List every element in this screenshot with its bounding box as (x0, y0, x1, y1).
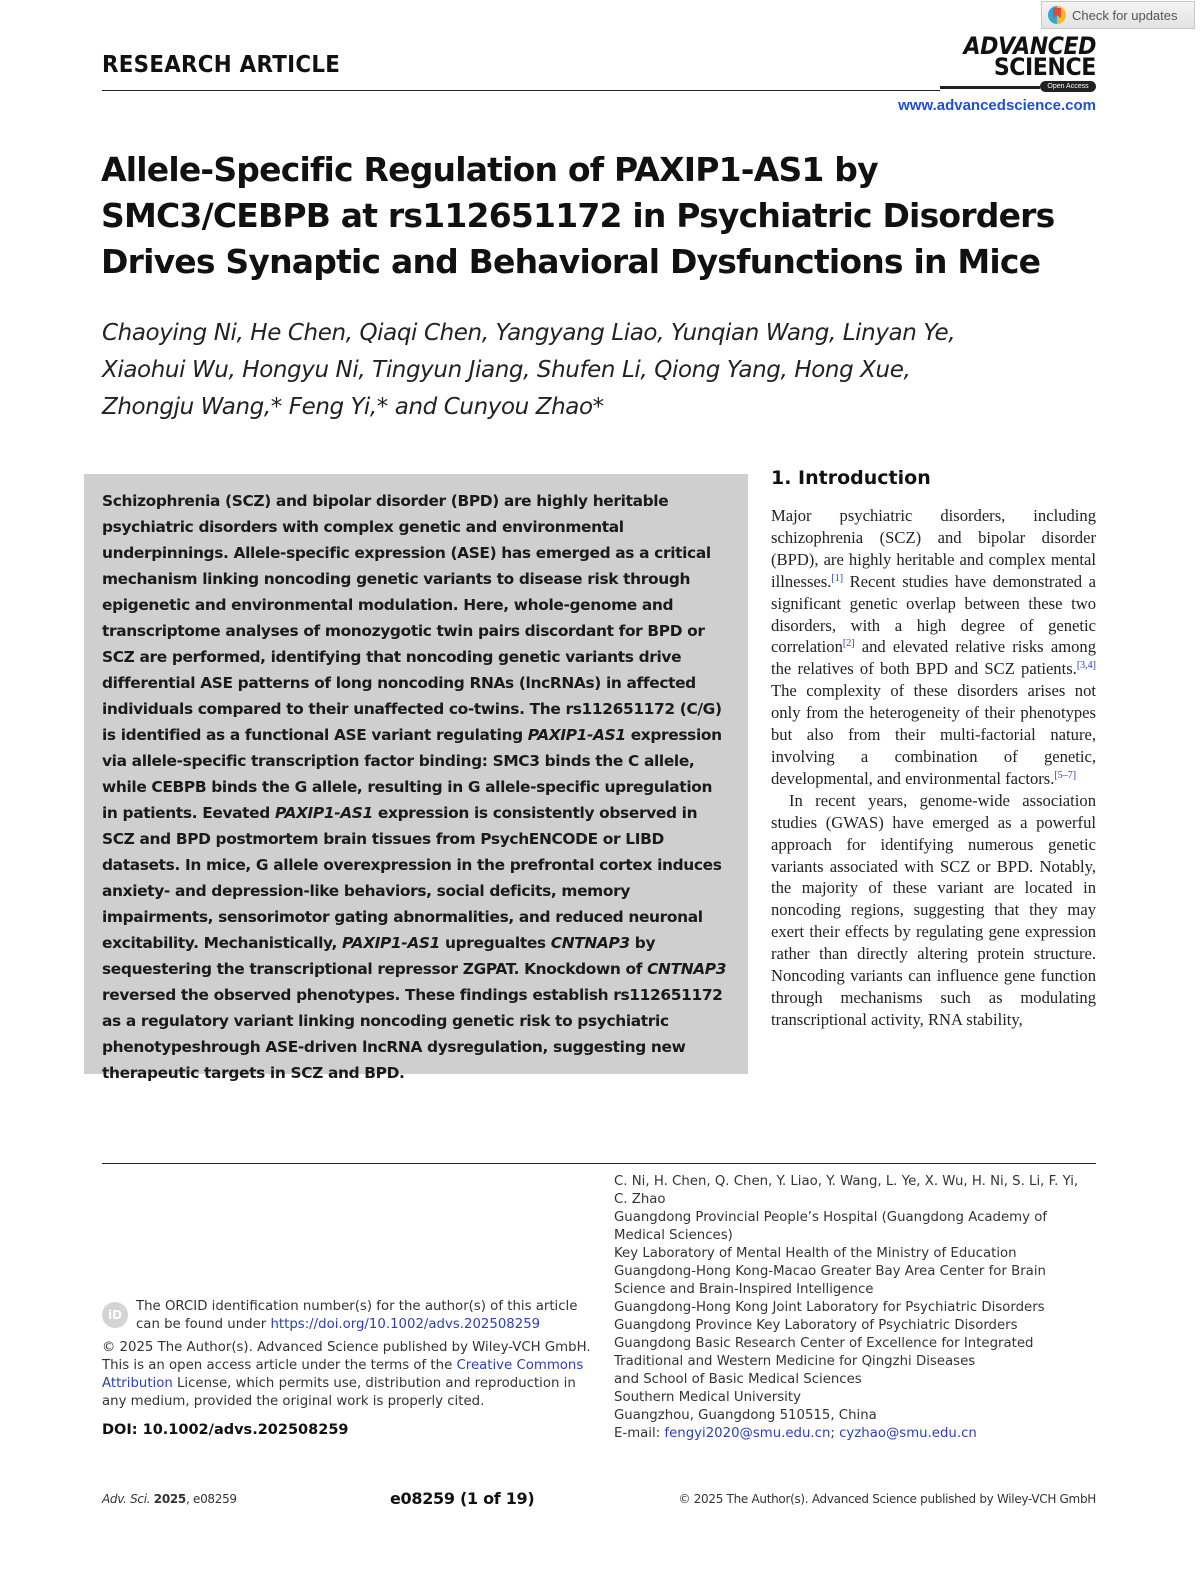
affiliation-line: and School of Basic Medical Sciences (614, 1372, 862, 1387)
footer-copyright: © 2025 The Author(s). Advanced Science published by Wiley-VCH GmbH (678, 1492, 1096, 1506)
affiliations (614, 1173, 1104, 1443)
author-line: Xiaohui Wu, Hongyu Ni, Tingyun Jiang, Shufen Li, Qiong Yang, Hong Xue, (102, 357, 911, 383)
page-number: e08259 (1 of 19) (390, 1489, 535, 1508)
footnote-divider (102, 1163, 1096, 1164)
crossmark-icon (1048, 6, 1066, 24)
citation-link[interactable]: [3,4] (1076, 660, 1096, 672)
affiliation-line: Traditional and Western Medicine for Qingzhi Diseases (614, 1354, 976, 1369)
open-access-badge: Open Access (1040, 81, 1096, 92)
email-separator: ; (830, 1426, 840, 1441)
orcid-icon: iD (102, 1302, 128, 1328)
introduction-paragraph: In recent years, genome-wide association studies (GWAS) have emerged as a powerful approach for identifying numerous genetic variants associated with SCZ or BPD. Notably, the majority of these variant are located in noncoding regions, suggesting that they may exert their effects by regulating gene expression rather than directly altering protein structure. Noncoding variants can influence gene function through mechanisms such as modulating transcriptional activity, RNA stability, (771, 790, 1096, 1029)
author-list (102, 315, 1002, 426)
citation-link[interactable]: [1] (831, 572, 844, 584)
check-for-updates-label: Check for updates (1072, 7, 1178, 23)
doi-label: DOI: 10.1002/advs.202508259 (102, 1422, 349, 1438)
affiliation-line: Guangdong Province Key Laboratory of Psychiatric Disorders (614, 1318, 1018, 1333)
section-label: RESEARCH ARTICLE (102, 52, 341, 78)
affiliation-line: Guangdong Provincial People’s Hospital (Guangdong Academy of (614, 1210, 1048, 1225)
check-for-updates-button[interactable] (1041, 1, 1195, 29)
license-segment: © 2025 The Author(s). Advanced Science published by Wiley-VCH GmbH. This is an open access article under the terms of the (102, 1340, 591, 1373)
affiliation-line: Science and Brain-Inspired Intelligence (614, 1282, 874, 1297)
email-link[interactable]: cyzhao@smu.edu.cn (839, 1426, 977, 1441)
abstract-segment: expression is consistently observed in SCZ and BPD postmortem brain tissues from PsychENCODE or LIBD datasets. In mice, G allele overexpression in the prefrontal cortex induces anxiety- and depression-like behaviors, social deficits, memory impairments, sensorimotor gating abnormalities, and reduced neuronal excitability. Mechanistically, (102, 804, 722, 952)
introduction-paragraph (771, 505, 1096, 790)
page-footer (102, 1489, 1096, 1509)
gene-name: PAXIP1-AS1 (342, 934, 440, 952)
abstract-segment: Schizophrenia (SCZ) and bipolar disorder (BPD) are highly heritable psychiatric disorders with complex genetic and environmental underpinnings. Allele-specific expression (ASE) has emerged as a critical mechanism linking noncoding genetic variants to disease risk through epigenetic and environmental modulation. Here, whole-genome and transcriptome analyses of monozygotic twin pairs discordant for BPD or SCZ are performed, identifying that noncoding genetic variants drive differential ASE patterns of long noncoding RNAs (lncRNAs) in affected individuals compared to their unaffected co-twins. The rs112651172 (C/G) is identified as a functional ASE variant regulating (102, 492, 722, 744)
affiliation-line: Key Laboratory of Mental Health of the Ministry of Education (614, 1246, 1017, 1261)
paragraph-segment: Major psychiatric disorders, including schizophrenia (SCZ) and bipolar disorder (BPD), are highly heritable and complex mental illnesses. (771, 506, 1096, 591)
introduction-heading: 1. Introduction (771, 467, 931, 489)
journal-abbrev: Adv. Sci. (102, 1492, 151, 1506)
abstract-segment: upregualtes (439, 934, 551, 952)
abstract-segment: reversed the observed phenotypes. These findings establish rs112651172 as a regulatory variant linking noncoding genetic risk to psychiatric phenotypeshrough ASE-driven lncRNA dysregulation, suggesting new therapeutic targets in SCZ and BPD. (102, 986, 723, 1082)
journal-logo-line2: SCIENCE (994, 53, 1096, 81)
paragraph-segment: The complexity of these disorders arises not only from the heterogeneity of their phenotypes but also from their multi-factorial nature, involving a combination of genetic, developmental, and environmental factors. (771, 681, 1096, 788)
gene-name: PAXIP1-AS1 (274, 804, 373, 822)
journal-logo-line1: ADVANCED (963, 32, 1096, 60)
paragraph-segment: Recent studies have demonstrated a significant genetic overlap between these two disorders, with a high degree of genetic correlation (771, 571, 1096, 657)
article-id: , e08259 (185, 1492, 237, 1506)
article-title: Allele-Specific Regulation of PAXIP1-AS1 by SMC3/CEBPB at rs112651172 in Psychiatric Disorders Drives Synaptic and Behavioral Dysfunctions in Mice (101, 150, 1055, 281)
orcid-text (136, 1298, 592, 1334)
affiliation-line: C. Ni, H. Chen, Q. Chen, Y. Liao, Y. Wang, L. Ye, X. Wu, H. Ni, S. Li, F. Yi, (614, 1174, 1079, 1189)
affiliation-line: Guangdong Basic Research Center of Excellence for Integrated (614, 1336, 1034, 1351)
email-label: E-mail: (614, 1426, 665, 1441)
gene-name: PAXIP1-AS1 (527, 726, 626, 744)
affiliation-line: Guangdong-Hong Kong-Macao Greater Bay Area Center for Brain (614, 1264, 1046, 1279)
affiliation-line: Guangzhou, Guangdong 510515, China (614, 1408, 877, 1423)
email-line (614, 1425, 1104, 1443)
introduction-body (771, 505, 1096, 1031)
creative-commons-link[interactable]: Creative Commons Attribution (102, 1358, 584, 1391)
orcid-doi-link[interactable]: https://doi.org/10.1002/advs.202508259 (270, 1317, 541, 1332)
abstract-box (84, 474, 748, 1082)
gene-name: CNTNAP3 (647, 960, 727, 978)
citation-link[interactable]: [5–7] (1054, 769, 1077, 781)
email-link[interactable]: fengyi2020@smu.edu.cn (664, 1426, 831, 1441)
affiliation-line: Guangdong-Hong Kong Joint Laboratory for Psychiatric Disorders (614, 1300, 1045, 1315)
gene-name: CNTNAP3 (550, 934, 630, 952)
footer-citation (102, 1492, 237, 1506)
affiliation-line: Southern Medical University (614, 1390, 801, 1405)
orcid-text-segment: The ORCID identification number(s) for the author(s) of this article can be found under (136, 1299, 578, 1332)
affiliation-line: C. Zhao (614, 1192, 666, 1207)
header-divider (102, 90, 940, 91)
journal-url-link[interactable]: www.advancedscience.com (898, 97, 1096, 114)
license-text (102, 1339, 592, 1411)
abstract-segment: expression via allele-specific transcription factor binding: SMC3 binds the C allele, while CEBPB binds the G allele, resulting in G allele-specific upregulation in patients. Eevated (102, 726, 722, 822)
abstract-segment: by sequestering the transcriptional repressor ZGPAT. Knockdown of (102, 934, 656, 978)
orcid-note (102, 1298, 592, 1439)
paragraph-segment: and elevated relative risks among the relatives of both BPD and SCZ patients. (771, 637, 1096, 679)
affiliation-line: Medical Sciences) (614, 1228, 733, 1243)
citation-link[interactable]: [2] (842, 638, 855, 650)
author-line: Zhongju Wang,* Feng Yi,* and Cunyou Zhao* (102, 394, 604, 420)
author-line: Chaoying Ni, He Chen, Qiaqi Chen, Yangyang Liao, Yunqian Wang, Linyan Ye, (102, 320, 956, 346)
citation-year: 2025 (153, 1492, 186, 1506)
license-segment: License, which permits use, distribution and reproduction in any medium, provided the original work is properly cited. (102, 1376, 576, 1409)
abstract-text (102, 488, 730, 1086)
logo-divider (940, 86, 1040, 89)
